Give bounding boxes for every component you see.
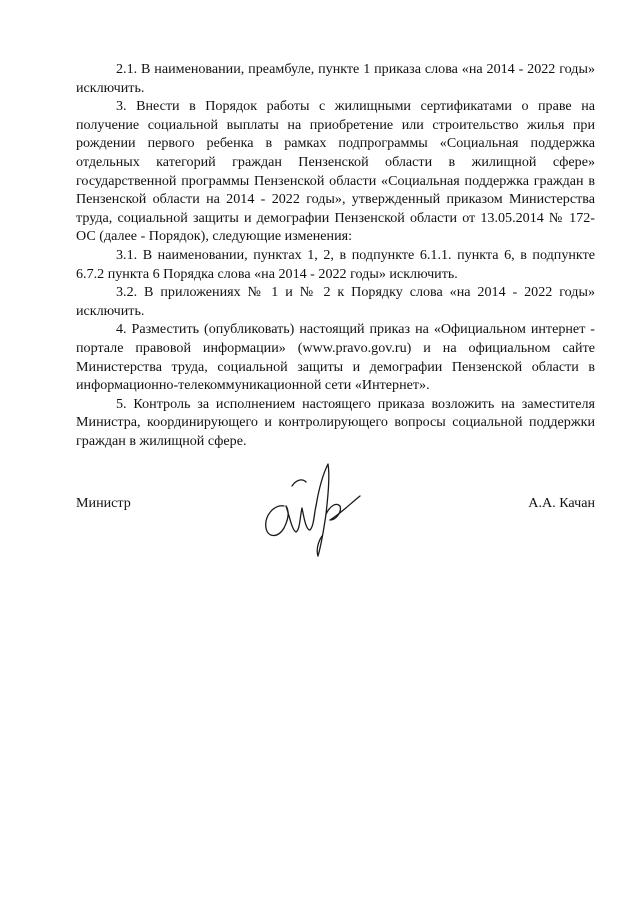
paragraph-4: 4. Разместить (опубликовать) настоящий приказ на «Официальном интернет - портале правовой информации» (www.pravo.gov.ru) и на официальном сайте Министерства труда, социальной защиты и демографии Пензенской области в информационно-телекоммуникационной сети «Интернет». <box>76 321 595 394</box>
paragraph-2-1: 2.1. В наименовании, преамбуле, пункте 1 приказа слова «на 2014 - 2022 годы» исключить. <box>76 61 595 96</box>
paragraph-5: 5. Контроль за исполнением настоящего приказа возложить на заместителя Министра, координирующего и контролирующего вопросы социальной поддержки граждан в жилищной сфере. <box>76 395 595 449</box>
document-body <box>76 60 595 450</box>
handwritten-signature <box>256 456 366 561</box>
paragraph-3: 3. Внести в Порядок работы с жилищными сертификатами о праве на получение социальной выплаты на приобретение или строительство жилья при рождении первого ребенка в рамках подпрограммы «Социальная поддержка отдельных категорий граждан Пензенской области в жилищной сфере» государственной программы Пензенской области «Социальная поддержка граждан в Пензенской области на 2014 - 2022 годы», утвержденный приказом Министерства труда, социальной защиты и демографии Пензенской области от 13.05.2014 № 172-ОС (далее - Порядок), следующие изменения: <box>76 98 595 245</box>
paragraph-3-1: 3.1. В наименовании, пунктах 1, 2, в подпункте 6.1.1. пункта 6, в подпункте 6.7.2 пункта 6 Порядка слова «на 2014 - 2022 годы» исключить. <box>76 246 595 282</box>
signatory-title: Министр <box>76 495 131 511</box>
paragraph-3-2: 3.2. В приложениях № 1 и № 2 к Порядку слова «на 2014 - 2022 годы» исключить. <box>76 284 595 319</box>
signatory-name: А.А. Качан <box>528 495 595 511</box>
